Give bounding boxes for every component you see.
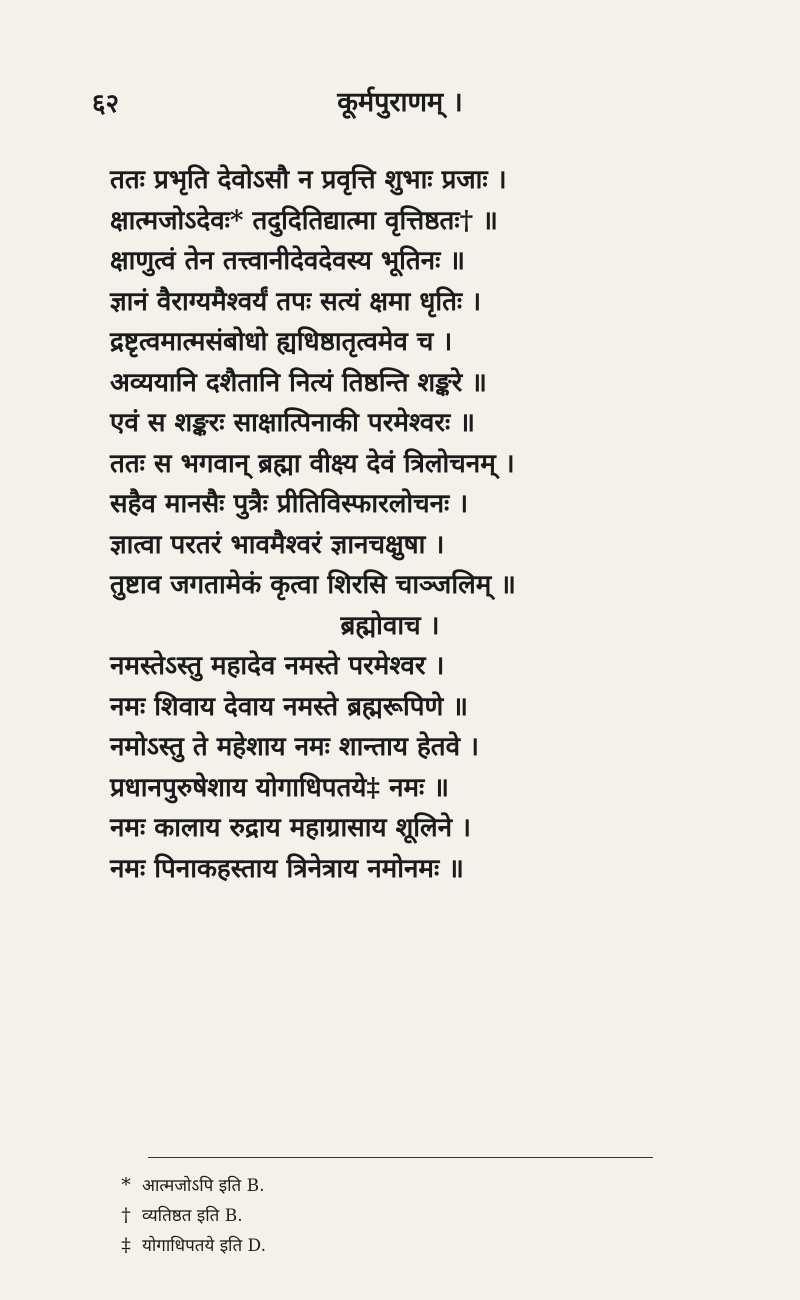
verse-line: तुष्टाव जगतामेकं कृत्वा शिरसि चाञ्जलिम् ॥ <box>110 570 516 600</box>
verse-line: अव्ययानि दशैतानि नित्यं तिष्ठन्ति शङ्करे ॥ <box>110 367 487 398</box>
verse-block <box>110 160 670 889</box>
verse-line: नमः कालाय रुद्राय महाग्रासाय शूलिने । <box>110 813 472 843</box>
verse-line: एवं स शङ्करः साक्षात्पिनाकी परमेश्वरः ॥ <box>110 408 475 438</box>
verse-line: ततः प्रभृति देवोऽसौ न प्रवृत्ति शुभाः प्रजाः । <box>110 165 507 195</box>
speaker-heading: ब्रह्मोवाच । <box>340 610 440 641</box>
footnote <box>110 1170 670 1200</box>
verse-line: नमः शिवाय देवाय नमस्ते ब्रह्मरूपिणे ॥ <box>110 691 468 722</box>
footnote-text: व्यतिष्ठत इति B. <box>142 1206 243 1226</box>
verse-line: नमस्तेऽस्तु महादेव नमस्ते परमेश्वर । <box>110 651 445 681</box>
verse-line: ज्ञात्वा परतरं भावमैश्वरं ज्ञानचक्षुषा । <box>110 529 445 560</box>
verse-line: ततः स भगवान् ब्रह्मा वीक्ष्य देवं त्रिलोचनम् । <box>110 448 515 479</box>
running-title: कूर्मपुराणम् । <box>337 87 463 118</box>
verse-line: प्रधानपुरुषेशाय योगाधिपतये‡ नमः ॥ <box>110 772 449 803</box>
footnote-text: योगाधिपतये इति D. <box>142 1236 266 1256</box>
verse-line: नमः पिनाकहस्ताय त्रिनेत्राय नमोनमः ॥ <box>110 853 464 884</box>
footnote <box>110 1230 670 1260</box>
verse-line: क्षाणुत्वं तेन तत्त्वानीदेवदेवस्य भूतिनः ॥ <box>110 246 465 276</box>
footnote-mark: * <box>121 1174 131 1196</box>
footnote-list <box>110 1170 670 1260</box>
verse-line: ज्ञानं वैराग्यमैश्वर्यं तपः सत्यं क्षमा धृतिः । <box>110 286 482 317</box>
footnote-mark: ‡ <box>121 1234 131 1256</box>
footnote <box>110 1200 670 1230</box>
verse-line: सहैव मानसैः पुत्रैः प्रीतिविस्फारलोचनः । <box>110 489 469 519</box>
page-number: ६२ <box>92 89 120 119</box>
verse-line: द्रष्टृत्वमात्मसंबोधो ह्यधिष्ठातृत्वमेव च । <box>110 327 453 357</box>
footnote-divider <box>148 1157 653 1158</box>
footnote-text: आत्मजोऽपि इति B. <box>142 1176 265 1196</box>
verse-line: क्षात्मजोऽदेवः* तदुदितिद्यात्मा वृत्तिष्ठतः† ॥ <box>110 205 498 236</box>
page-header <box>0 82 800 122</box>
footnote-mark: † <box>121 1204 131 1226</box>
verse-line: नमोऽस्तु ते महेशाय नमः शान्ताय हेतवे । <box>110 732 479 762</box>
